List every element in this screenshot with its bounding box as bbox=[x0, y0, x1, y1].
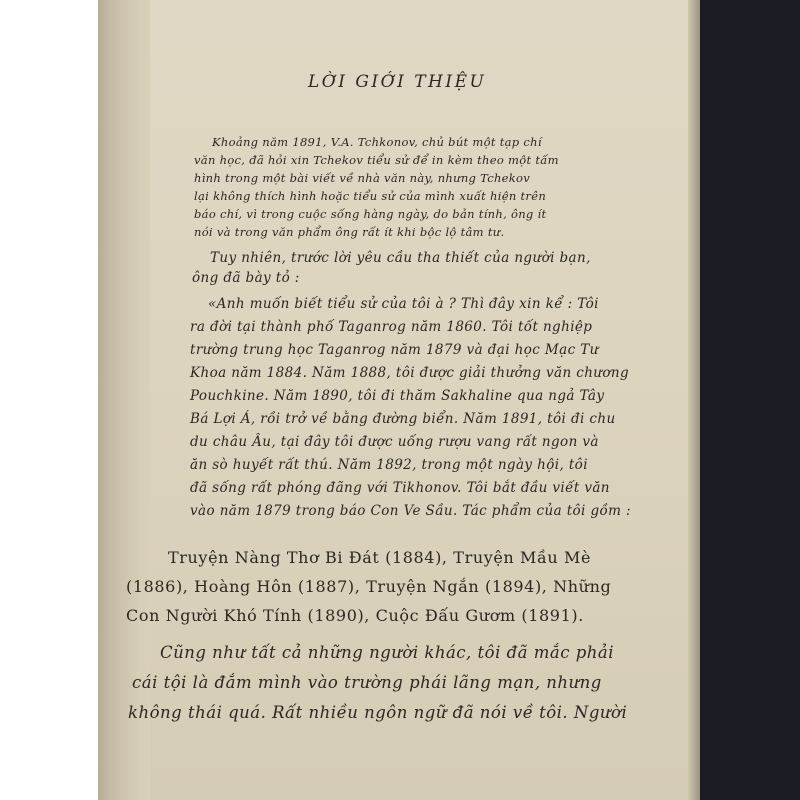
works-line-2: (1886), Hoàng Hôn (1887), Truyện Ngắn (1894), Những bbox=[126, 577, 612, 596]
closing-line-1: Cũng như tất cả những người khác, tôi đã mắc phải bbox=[160, 643, 615, 662]
page-right-edge bbox=[688, 0, 700, 800]
quote-line-9: đã sống rất phóng đãng với Tikhonov. Tôi bắt đầu viết văn bbox=[190, 480, 610, 496]
transition-line-1: Tuy nhiên, trước lời yêu cầu tha thiết của người bạn, bbox=[210, 250, 591, 266]
quote-line-2: ra đời tại thành phố Taganrog năm 1860. Tôi tốt nghiệp bbox=[190, 319, 593, 335]
quote-line-3: trường trung học Taganrog năm 1879 và đại học Mạc Tư bbox=[190, 342, 599, 358]
intro-line-1: Khoảng năm 1891, V.A. Tchkonov, chủ bút một tạp chí bbox=[212, 135, 542, 149]
page-title: LỜI GIỚI THIỆU bbox=[308, 72, 487, 92]
intro-line-2: văn học, đã hỏi xin Tchekov tiểu sử để in kèm theo một tấm bbox=[194, 153, 559, 167]
quote-line-10: vào năm 1879 trong báo Con Ve Sầu. Tác phẩm của tôi gồm : bbox=[190, 503, 632, 519]
background-left bbox=[0, 0, 98, 800]
intro-line-6: nói và trong văn phẩm ông rất ít khi bộc lộ tâm tư. bbox=[194, 225, 505, 239]
works-line-1: Truyện Nàng Thơ Bi Đát (1884), Truyện Mầu Mè bbox=[168, 548, 592, 567]
quote-line-1: «Anh muốn biết tiểu sử của tôi à ? Thì đây xin kể : Tôi bbox=[208, 296, 599, 312]
quote-line-5: Pouchkine. Năm 1890, tôi đi thăm Sakhaline qua ngả Tây bbox=[190, 388, 605, 404]
works-line-3: Con Người Khó Tính (1890), Cuộc Đấu Gươm (1891). bbox=[126, 606, 584, 625]
quote-line-6: Bá Lợi Á, rồi trở về bằng đường biển. Năm 1891, tôi đi chu bbox=[190, 411, 616, 427]
quote-line-4: Khoa năm 1884. Năm 1888, tôi được giải thưởng văn chương bbox=[190, 365, 630, 381]
closing-line-2: cái tội là đắm mình vào trường phái lãng mạn, nhưng bbox=[132, 673, 602, 692]
intro-line-5: báo chí, vì trong cuộc sống hàng ngày, do bản tính, ông ít bbox=[194, 207, 547, 221]
quote-line-7: du châu Âu, tại đây tôi được uống rượu vang rất ngon và bbox=[190, 434, 599, 450]
closing-line-3: không thái quá. Rất nhiều ngôn ngữ đã nói về tôi. Người bbox=[128, 703, 628, 722]
intro-line-3: hình trong một bài viết về nhà văn này, nhưng Tchekov bbox=[194, 171, 531, 185]
transition-line-2: ông đã bày tỏ : bbox=[192, 270, 300, 286]
intro-line-4: lại không thích hình hoặc tiểu sử của mình xuất hiện trên bbox=[194, 189, 547, 203]
background-right bbox=[700, 0, 800, 800]
quote-line-8: ăn sò huyết rất thú. Năm 1892, trong một ngày hội, tôi bbox=[190, 457, 588, 473]
